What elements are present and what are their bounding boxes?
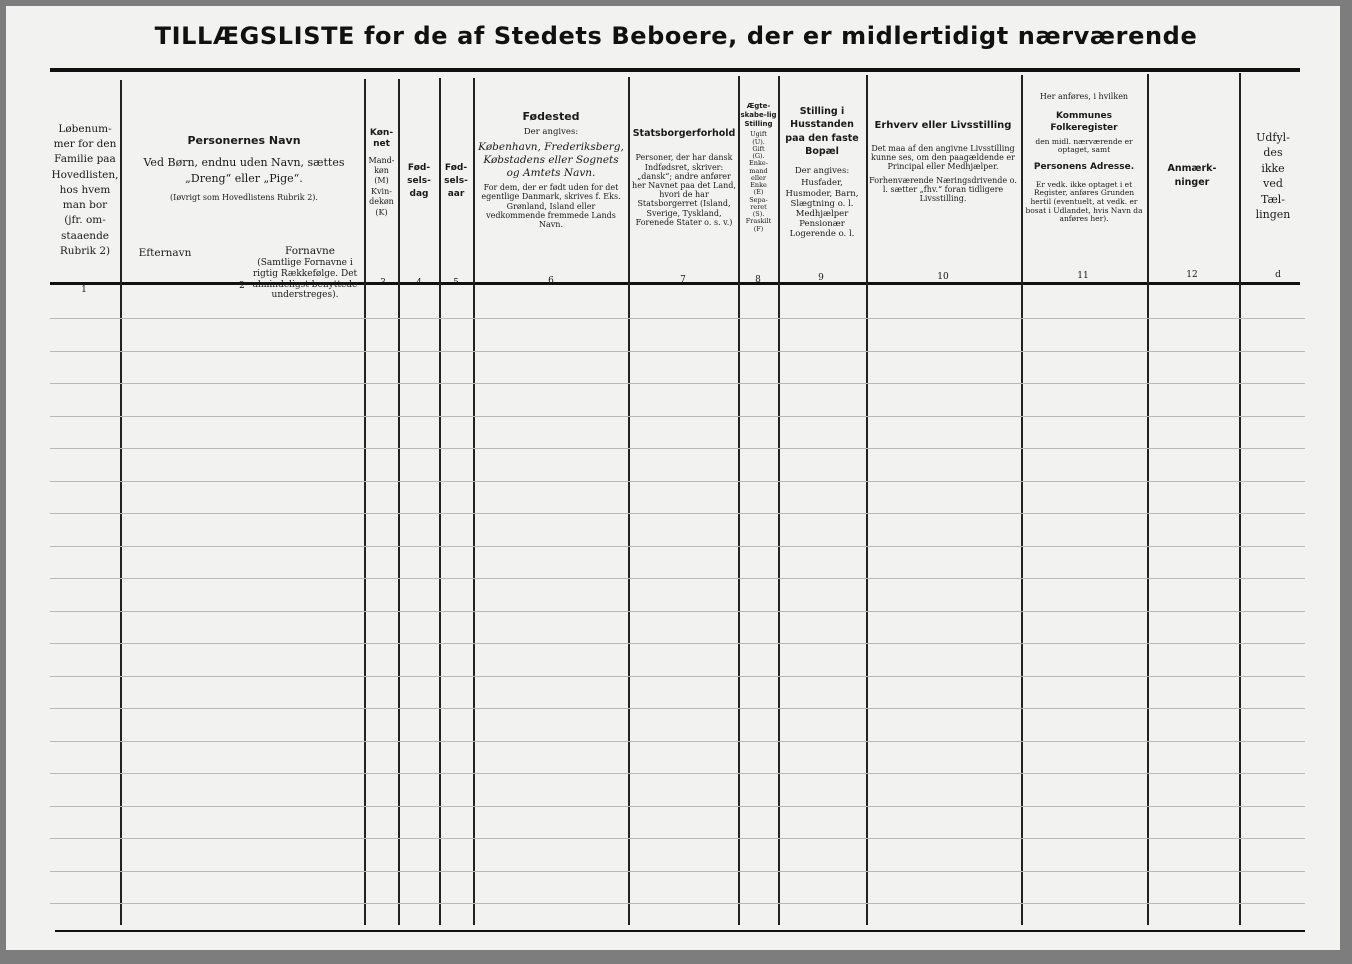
col-3-header: Køn-net Mand- køn (M) Kvin- dekøn (K): [368, 128, 395, 217]
col-number-8: 8: [755, 275, 761, 285]
bottom-rule: [55, 930, 1305, 932]
row-line: [50, 871, 1305, 872]
col-number-3: 3: [380, 278, 386, 288]
row-line: [50, 806, 1305, 807]
row-line: [50, 838, 1305, 839]
row-line: [50, 481, 1305, 482]
col-d-header: Udfyl- des ikke ved Tæl- lingen: [1255, 131, 1291, 221]
col-2-efternavn: Efternavn: [138, 247, 192, 259]
row-line: [50, 318, 1305, 319]
row-line: [50, 773, 1305, 774]
col-11-header: Her anføres, i hvilken Kommunes Folkeregister den midl. nærværende er optaget, samt Personens Adresse. Er vedk. ikke optaget i et Register, anføres Grunden hertil (eventuelt, at vedk. er bosat i Udlandet, hvis Navn da anføres her).: [1025, 92, 1143, 224]
col-number-5: 5: [453, 278, 459, 288]
row-line: [50, 611, 1305, 612]
col-5-header: Fød-sels-aar: [444, 163, 468, 200]
column-divider: [120, 80, 122, 925]
col-10-header: Erhverv eller Livsstilling Det maa af den angivne Livsstilling kunne ses, om den paagældende er Principal eller Medhjælper. Forhenværende Næringsdrivende o. l. sætter „fhv.“ foran tidligere Livsstilling.: [869, 120, 1017, 203]
col-12-header: Anmærk-ninger: [1167, 163, 1217, 189]
column-divider: [473, 78, 475, 925]
column-divider: [1239, 73, 1241, 925]
column-divider: [1147, 74, 1149, 925]
col-4-header: Fød-sels-dag: [407, 163, 431, 200]
col-number-10: 10: [937, 272, 949, 282]
col-number-1: 1: [81, 285, 87, 295]
col-9-header: Stilling i Husstanden paa den faste Bopæl Der angives: Husfader, Husmoder, Barn, Slægtning o. l. Medhjælper Pensionær Logerende o. l.: [785, 106, 859, 240]
top-rule: [50, 68, 1300, 72]
column-divider: [439, 78, 441, 925]
col-1-header: Løbenum- mer for den Familie paa Hovedlisten, hos hvem man bor (jfr. om- staaende Rubrik 2): [51, 123, 119, 257]
row-line: [50, 708, 1305, 709]
col-number-11: 11: [1077, 271, 1089, 281]
col-number-12: 12: [1186, 270, 1198, 280]
row-line: [50, 383, 1305, 384]
col-number-7: 7: [680, 275, 686, 285]
col-number-2: 2: [239, 281, 245, 291]
row-line: [50, 546, 1305, 547]
col-8-header: Ægte-skabe-lig Stilling Ugift (U). Gift (G). Enke- mand eller Enke (E) Sepa- reret (S). Fraskilt (F): [740, 102, 777, 233]
col-number-6: 6: [548, 276, 554, 286]
row-line: [50, 741, 1305, 742]
row-line: [50, 578, 1305, 579]
col-6-header: Fødested Der angives: København, Frederiksberg, Købstadens eller Sognets og Amtets Navn. For dem, der er født uden for det egentlige Danmark, skrives f. Eks. Grønland, Island eller vedkommende fremmede Lands Navn.: [478, 110, 624, 229]
row-line: [50, 903, 1305, 904]
col-7-header: Statsborgerforhold Personer, der har dansk Indfødsret, skriver: „dansk“; andre anfører her Navnet paa det Land, hvori de har Statsborgerret (Island, Sverige, Tyskland, Forenede Stater o. s. v.): [632, 128, 736, 227]
row-line: [50, 351, 1305, 352]
page-title: TILLÆGSLISTE for de af Stedets Beboere, der er midlertidigt nærværende: [154, 22, 1198, 50]
column-divider: [1021, 75, 1023, 925]
row-line: [50, 513, 1305, 514]
column-divider: [398, 79, 400, 925]
col-number-9: 9: [818, 273, 824, 283]
col-number-4: 4: [416, 278, 422, 288]
col-number-d: d: [1275, 270, 1281, 280]
row-line: [50, 643, 1305, 644]
col-2-header: Personernes Navn Ved Børn, endnu uden Navn, sættes „Dreng“ eller „Pige“. (Iøvrigt som Hovedlistens Rubrik 2).: [143, 134, 345, 203]
col-2-fornavne-note: (Samtlige Fornavne i rigtig Rækkefølge. Det almindeligst benyttede understreges).: [252, 258, 358, 301]
row-line: [50, 416, 1305, 417]
row-line: [50, 676, 1305, 677]
row-line: [50, 448, 1305, 449]
col-2-fornavne: Fornavne: [285, 245, 335, 257]
